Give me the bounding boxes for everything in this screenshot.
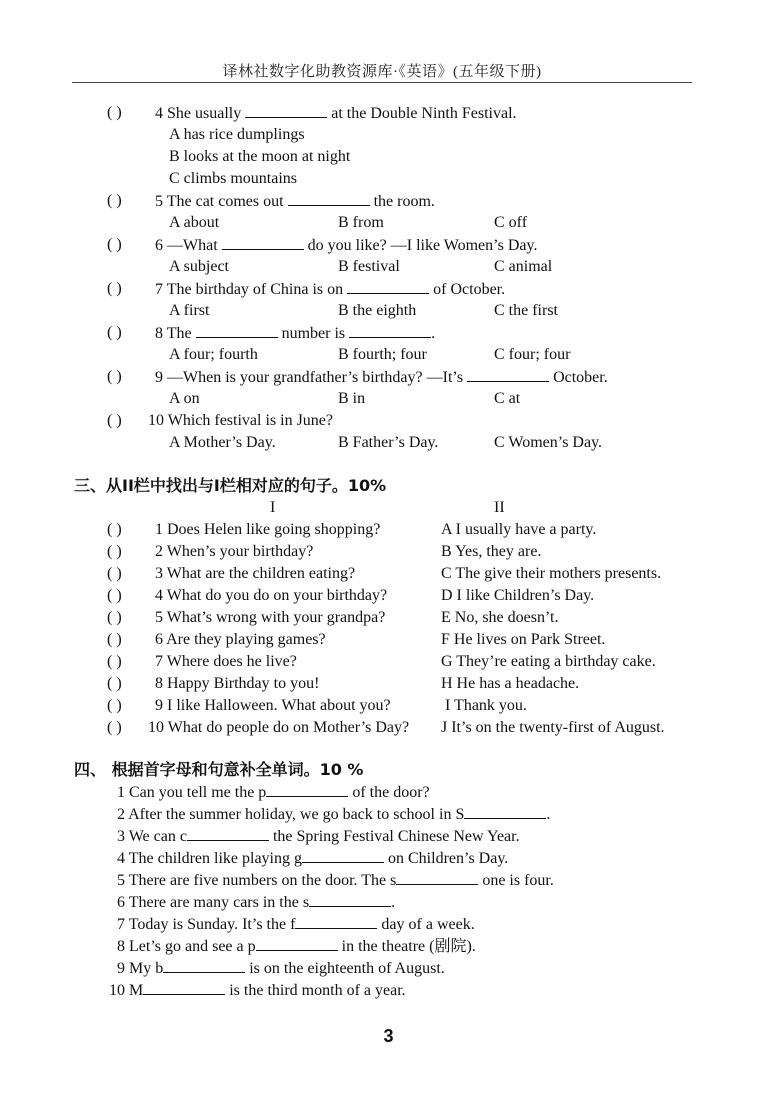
q-text: of the door? [352, 784, 430, 801]
answer-blank[interactable] [245, 103, 327, 118]
q-text: day of a week. [381, 916, 475, 933]
q-text: The birthday of China is on [166, 281, 344, 298]
completion-item [117, 936, 476, 957]
answer-paren[interactable]: ( ) [107, 719, 122, 736]
matching-right-item: E No, she doesn’t. [441, 609, 559, 626]
answer-paren[interactable]: ( ) [107, 324, 122, 341]
q-text: 6 There are many cars in the s [117, 894, 310, 911]
mc-question [155, 235, 537, 256]
q-text: . [431, 325, 436, 342]
completion-item [117, 826, 520, 847]
matching-left-item: 3 What are the children eating? [155, 565, 356, 582]
q-text: of October. [433, 281, 506, 298]
answer-paren[interactable]: ( ) [107, 543, 122, 560]
answer-blank[interactable] [309, 892, 391, 907]
option: A about [169, 214, 220, 231]
answer-blank[interactable] [302, 848, 384, 863]
matching-left-item: 2 When’s your birthday? [155, 543, 314, 560]
option: A first [169, 302, 210, 319]
q-text: 10 M [109, 982, 144, 999]
q-text: is on the eighteenth of August. [249, 960, 445, 977]
matching-right-item: G They’re eating a birthday cake. [441, 653, 656, 670]
matching-right-item: C The give their mothers presents. [441, 565, 662, 582]
option: B looks at the moon at night [169, 148, 351, 165]
matching-left-item: 10 What do people do on Mother’s Day? [148, 719, 410, 736]
section-title-completion: 四、 根据首字母和句意补全单词。10 % [74, 760, 364, 779]
q-num: 6 [155, 237, 163, 254]
q-text: in the theatre (剧院). [341, 938, 476, 955]
matching-right-item: F He lives on Park Street. [441, 631, 606, 648]
matching-left-item: 4 What do you do on your birthday? [155, 587, 388, 604]
answer-paren[interactable]: ( ) [107, 412, 122, 429]
matching-right-item: J It’s on the twenty-first of August. [441, 719, 665, 736]
q-text: She usually [167, 105, 242, 122]
answer-paren[interactable]: ( ) [107, 565, 122, 582]
q-num: 10 [148, 412, 164, 429]
answer-blank[interactable] [266, 782, 348, 797]
completion-item [109, 980, 406, 1001]
matching-right-item: I Thank you. [445, 697, 527, 714]
completion-item [117, 848, 508, 869]
matching-left-item: 8 Happy Birthday to you! [155, 675, 320, 692]
mc-question [148, 411, 333, 431]
answer-paren[interactable]: ( ) [107, 280, 122, 297]
answer-paren[interactable]: ( ) [107, 521, 122, 538]
completion-item [117, 782, 430, 803]
q-text: one is four. [482, 872, 554, 889]
completion-item [117, 804, 550, 825]
q-text: The cat comes out [166, 193, 284, 210]
option: B festival [338, 258, 400, 275]
option: C four; four [494, 346, 571, 363]
q-num: 4 [155, 105, 163, 122]
option: C at [494, 390, 521, 407]
q-text: 8 Let’s go and see a p [117, 938, 256, 955]
answer-paren[interactable]: ( ) [107, 104, 122, 121]
matching-right-item: B Yes, they are. [441, 543, 542, 560]
matching-right-item: H He has a headache. [441, 675, 580, 692]
mc-question [155, 103, 517, 124]
answer-paren[interactable]: ( ) [107, 609, 122, 626]
matching-left-item: 9 I like Halloween. What about you? [155, 697, 391, 714]
option: C the first [494, 302, 558, 319]
option: A four; fourth [169, 346, 258, 363]
q-text: The [166, 325, 192, 342]
q-text: the room. [373, 193, 435, 210]
q-text: is the third month of a year. [229, 982, 406, 999]
q-text: 1 Can you tell me the p [117, 784, 267, 801]
mc-question [155, 323, 435, 344]
q-text: . [391, 894, 396, 911]
answer-paren[interactable]: ( ) [107, 587, 122, 604]
completion-item [117, 958, 445, 979]
answer-paren[interactable]: ( ) [107, 368, 122, 385]
completion-item [117, 892, 395, 913]
section-title-matching: 三、从II栏中找出与I栏相对应的句子。10% [74, 476, 387, 495]
option: A Mother’s Day. [169, 434, 276, 451]
q-text: 5 There are five numbers on the door. The s [117, 872, 397, 889]
header-rule [72, 82, 692, 83]
answer-paren[interactable]: ( ) [107, 675, 122, 692]
mc-question [155, 279, 505, 300]
option: A on [169, 390, 200, 407]
completion-item [117, 914, 475, 935]
mc-question [155, 367, 608, 388]
q-text: 2 After the summer holiday, we go back to school in S [117, 806, 465, 823]
page-header: 译林社数字化助教资源库·《英语》(五年级下册) [222, 64, 542, 80]
answer-paren[interactable]: ( ) [107, 192, 122, 209]
q-text: —When is your grandfather’s birthday? —It’s [167, 369, 464, 386]
option: B fourth; four [338, 346, 427, 363]
q-text: the Spring Festival Chinese New Year. [272, 828, 520, 845]
column-header-ii: II [494, 499, 505, 516]
answer-blank[interactable] [222, 235, 304, 250]
q-text: . [546, 806, 551, 823]
q-text: 4 The children like playing g [117, 850, 302, 867]
option: C off [494, 214, 528, 231]
q-text: 9 My b [117, 960, 164, 977]
answer-paren[interactable]: ( ) [107, 697, 122, 714]
q-text: number is [281, 325, 346, 342]
q-text: do you like? —I like Women’s Day. [307, 237, 538, 254]
mc-question [155, 191, 435, 212]
q-text: at the Double Ninth Festival. [331, 105, 517, 122]
answer-blank[interactable] [396, 870, 478, 885]
q-text: 3 We can c [117, 828, 187, 845]
q-num: 7 [155, 281, 163, 298]
option: C climbs mountains [169, 170, 297, 187]
answer-blank[interactable] [187, 826, 269, 841]
column-header-i: I [270, 499, 276, 516]
q-text: Which festival is in June? [167, 412, 334, 429]
matching-right-item: A I usually have a party. [441, 521, 597, 538]
q-text: 7 Today is Sunday. It’s the f [117, 916, 296, 933]
option: C animal [494, 258, 553, 275]
option: B in [338, 390, 366, 407]
answer-blank[interactable] [143, 980, 225, 995]
answer-blank[interactable] [295, 914, 377, 929]
answer-blank[interactable] [349, 323, 431, 338]
q-text: on Children’s Day. [388, 850, 509, 867]
option: B Father’s Day. [338, 434, 439, 451]
q-num: 8 [155, 325, 163, 342]
answer-blank[interactable] [467, 367, 549, 382]
matching-right-item: D I like Children’s Day. [441, 587, 595, 604]
answer-paren[interactable]: ( ) [107, 653, 122, 670]
answer-paren[interactable]: ( ) [107, 631, 122, 648]
option: C Women’s Day. [494, 434, 603, 451]
q-text: —What [167, 237, 218, 254]
answer-blank[interactable] [347, 279, 429, 294]
matching-left-item: 7 Where does he live? [155, 653, 297, 670]
completion-item [117, 870, 554, 891]
answer-blank[interactable] [464, 804, 546, 819]
q-num: 9 [155, 369, 163, 386]
matching-left-item: 1 Does Helen like going shopping? [155, 521, 381, 538]
answer-blank[interactable] [196, 323, 278, 338]
page-number: 3 [383, 1026, 394, 1046]
matching-left-item: 5 What’s wrong with your grandpa? [155, 609, 386, 626]
matching-left-item: 6 Are they playing games? [155, 631, 326, 648]
q-text: October. [553, 369, 608, 386]
answer-blank[interactable] [163, 958, 245, 973]
answer-paren[interactable]: ( ) [107, 236, 122, 253]
answer-blank[interactable] [256, 936, 338, 951]
option: A has rice dumplings [169, 126, 305, 143]
option: B from [338, 214, 384, 231]
option: A subject [169, 258, 229, 275]
option: B the eighth [338, 302, 417, 319]
answer-blank[interactable] [288, 191, 370, 206]
q-num: 5 [155, 193, 163, 210]
